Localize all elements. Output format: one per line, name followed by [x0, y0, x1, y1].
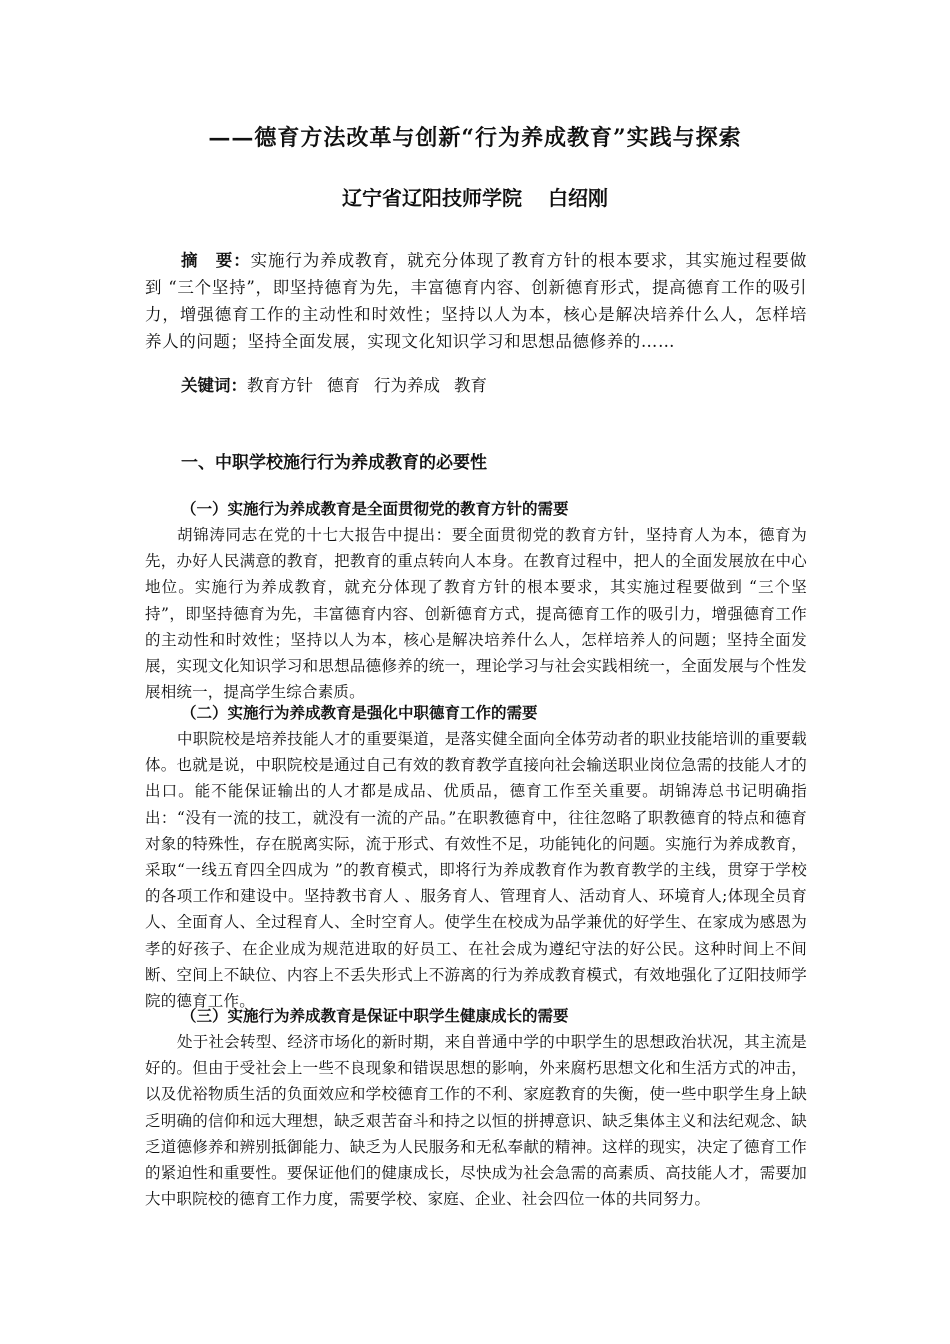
author-line: [0, 182, 950, 214]
keyword-item: 教育方针: [247, 376, 313, 395]
document-title: ——德育方法改革与创新“行为养成教育”实践与探索: [208, 125, 742, 151]
abstract-label: 摘 要：: [181, 251, 251, 270]
subsection-heading: （三）实施行为养成教育是保证中职学生健康成长的需要: [181, 1007, 569, 1025]
author-institution: 辽宁省辽阳技师学院: [342, 186, 522, 210]
author-name: 白绍刚: [548, 186, 608, 210]
keywords-label: 关键词：: [181, 376, 247, 395]
abstract: [145, 247, 807, 355]
keywords: [181, 372, 501, 399]
paragraph: 胡锦涛同志在党的十七大报告中提出：要全面贯彻党的教育方针，坚持育人为本，德育为先，办好人民满意的教育，把教育的重点转向人本身。在教育过程中，把人的全面发展放在中心地位。实施行为养成教育，就充分体现了教育方针的根本要求，其实施过程要做到 “三个坚持”，即坚持德育为先，丰富德育内容、创新德育方式，提高德育工作的吸引力，增强德育工作的主动性和时效性；坚持以人为本，核心是解决培养什么人，怎样培养人的问题；坚持全面发展，实现文化知识学习和思想品德修养的统一，理论学习与社会实践相统一，全面发展与个性发展相统一，提高学生综合素质。: [145, 526, 807, 702]
keyword-item: 行为养成: [374, 376, 440, 395]
subsection-heading: （一）实施行为养成教育是全面贯彻党的教育方针的需要: [181, 500, 569, 518]
paragraph: 处于社会转型、经济市场化的新时期，来自普通中学的中职学生的思想政治状况，其主流是好的。但由于受社会上一些不良现象和错误思想的影响，外来腐朽思想文化和生活方式的冲击，以及优裕物质生活的负面效应和学校德育工作的不利、家庭教育的失衡，使一些中职学生身上缺乏明确的信仰和远大理想，缺乏艰苦奋斗和持之以恒的拼搏意识、缺乏集体主义和法纪观念、缺乏道德修养和辨别抵御能力、缺乏为人民服务和无私奉献的精神。这样的现实，决定了德育工作的紧迫性和重要性。要保证他们的健康成长，尽快成为社会急需的高素质、高技能人才，需要加大中职院校的德育工作力度，需要学校、家庭、企业、社会四位一体的共同努力。: [145, 1033, 807, 1209]
keyword-item: 教育: [454, 376, 487, 395]
keyword-item: 德育: [327, 376, 360, 395]
abstract-text: 实施行为养成教育，就充分体现了教育方针的根本要求，其实施过程要做到 “三个坚持”，即坚持德育为先，丰富德育内容、创新德育形式，提高德育工作的吸引力，增强德育工作的主动性和时效性；坚持以人为本，核心是解决培养什么人，怎样培养人的问题；坚持全面发展，实现文化知识学习和思想品德修养的……: [145, 251, 807, 351]
paragraph: 中职院校是培养技能人才的重要渠道，是落实健全面向全体劳动者的职业技能培训的重要载体。也就是说，中职院校是通过自己有效的教育教学直接向社会输送职业岗位急需的技能人才的出口。能不能保证输出的人才都是成品、优质品，德育工作至关重要。胡锦涛总书记明确指出：“没有一流的技工，就没有一流的产品。”在职教德育中，往往忽略了职教德育的特点和德育对象的特殊性，存在脱离实际，流于形式、有效性不足，功能钝化的问题。实施行为养成教育，采取“一线五育四全四成为 ”的教育模式，即将行为养成教育作为教育教学的主线，贯穿于学校的各项工作和建设中。坚持教书育人 、服务育人、管理育人、活动育人、环境育人;体现全员育人、全面育人、全过程育人、全时空育人。使学生在校成为品学兼优的好学生、在家成为感恩为孝的好孩子、在企业成为规范进取的好员工、在社会成为遵纪守法的好公民。这种时间上不间断、空间上不缺位、内容上不丢失形式上不游离的行为养成教育模式，有效地强化了辽阳技师学院的德育工作。: [145, 730, 807, 1011]
subsection-heading: （二）实施行为养成教育是强化中职德育工作的需要: [181, 704, 538, 722]
section-heading: 一、中职学校施行行为养成教育的必要性: [181, 453, 487, 473]
